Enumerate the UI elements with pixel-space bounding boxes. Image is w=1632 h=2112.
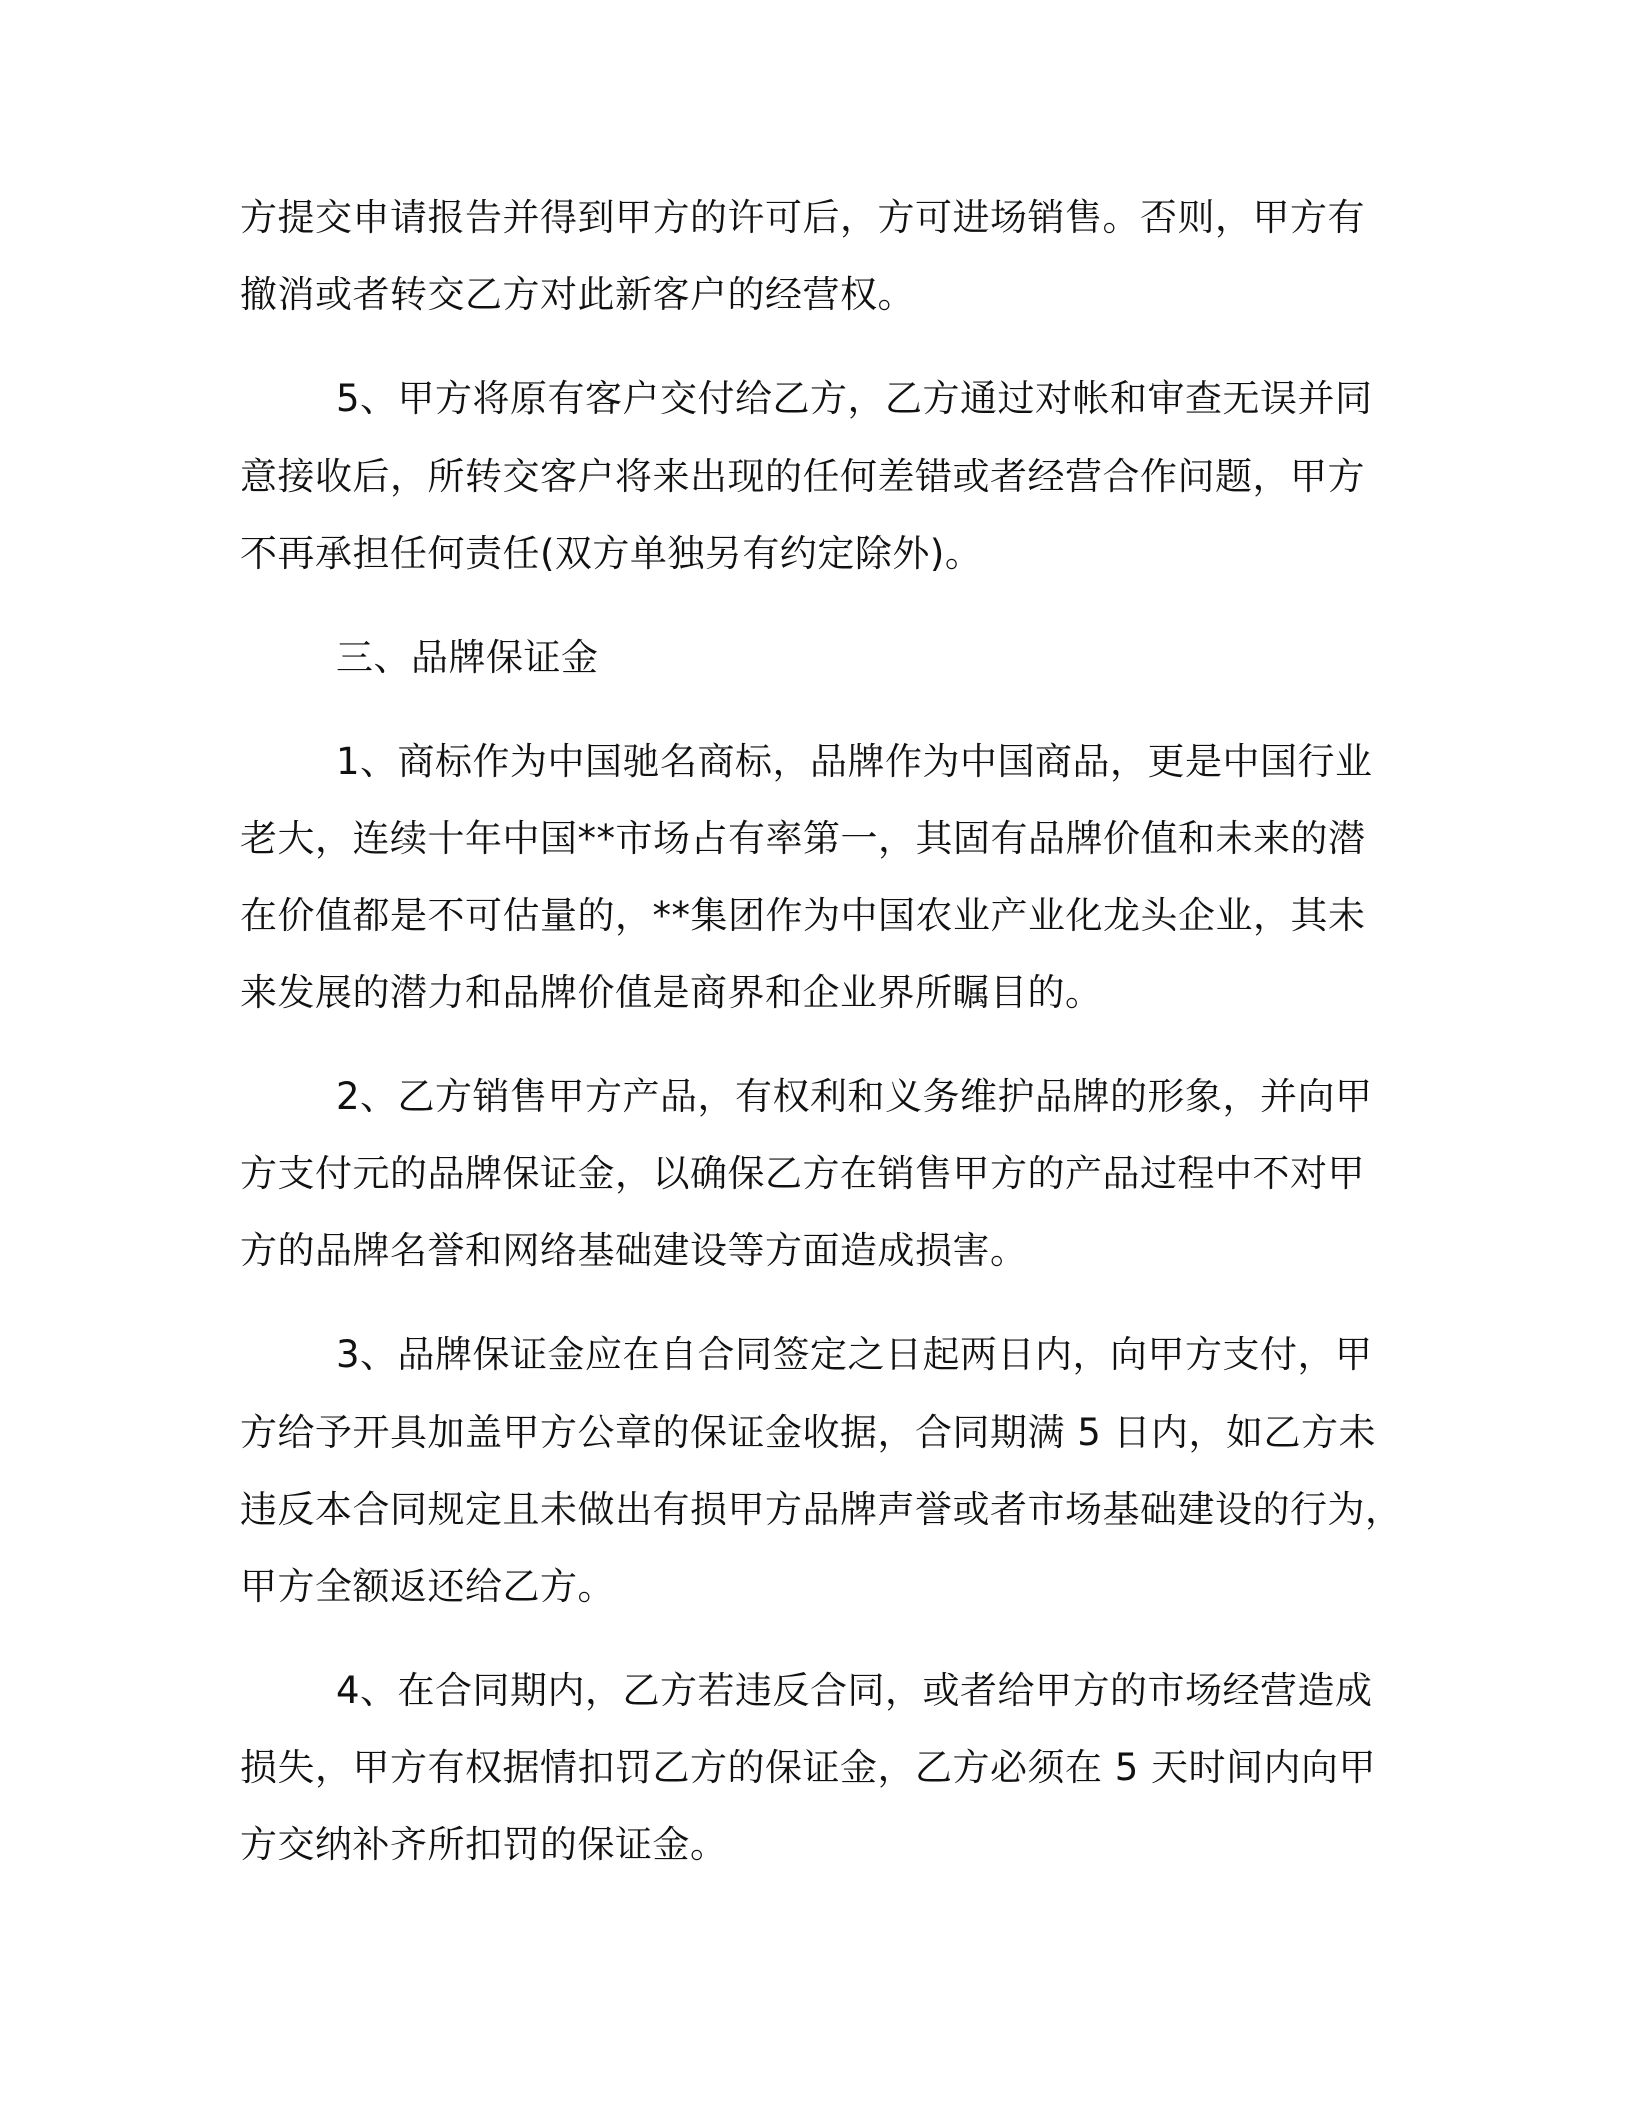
paragraph-line: 来发展的潜力和品牌价值是商界和企业界所瞩目的。 bbox=[240, 971, 1103, 1014]
paragraph-line: 不再承担任何责任(双方单独另有约定除外)。 bbox=[240, 532, 983, 575]
paragraph-line: 3、品牌保证金应在自合同签定之日起两日内，向甲方支付，甲 bbox=[336, 1333, 1373, 1376]
paragraph-line: 撤消或者转交乙方对此新客户的经营权。 bbox=[240, 273, 915, 316]
paragraph-line: 4、在合同期内，乙方若违反合同，或者给甲方的市场经营造成 bbox=[336, 1669, 1373, 1712]
paragraph-line: 方交纳补齐所扣罚的保证金。 bbox=[240, 1823, 728, 1866]
paragraph-line: 1、商标作为中国驰名商标，品牌作为中国商品，更是中国行业 bbox=[336, 740, 1373, 783]
paragraph-line: 甲方全额返还给乙方。 bbox=[240, 1565, 615, 1608]
paragraph-line: 意接收后，所转交客户将来出现的任何差错或者经营合作问题，甲方 bbox=[240, 455, 1365, 498]
paragraph-line: 5、甲方将原有客户交付给乙方，乙方通过对帐和审查无误并同 bbox=[336, 377, 1373, 420]
paragraph-line: 违反本合同规定且未做出有损甲方品牌声誉或者市场基础建设的行为， bbox=[240, 1488, 1403, 1531]
paragraph-line: 在价值都是不可估量的，**集团作为中国农业产业化龙头企业，其未 bbox=[240, 894, 1366, 937]
section-heading: 三、品牌保证金 bbox=[336, 636, 599, 679]
paragraph-line: 方的品牌名誉和网络基础建设等方面造成损害。 bbox=[240, 1229, 1028, 1272]
paragraph-line: 老大，连续十年中国**市场占有率第一，其固有品牌价值和未来的潜 bbox=[240, 817, 1366, 860]
paragraph-line: 损失，甲方有权据情扣罚乙方的保证金，乙方必须在 5 天时间内向甲 bbox=[240, 1746, 1377, 1789]
paragraph-line: 方给予开具加盖甲方公章的保证金收据，合同期满 5 日内，如乙方未 bbox=[240, 1411, 1377, 1454]
paragraph-line: 方提交申请报告并得到甲方的许可后，方可进场销售。否则，甲方有 bbox=[240, 196, 1365, 239]
paragraph-line: 2、乙方销售甲方产品，有权利和义务维护品牌的形象，并向甲 bbox=[336, 1075, 1373, 1118]
paragraph-line: 方支付元的品牌保证金，以确保乙方在销售甲方的产品过程中不对甲 bbox=[240, 1152, 1365, 1195]
